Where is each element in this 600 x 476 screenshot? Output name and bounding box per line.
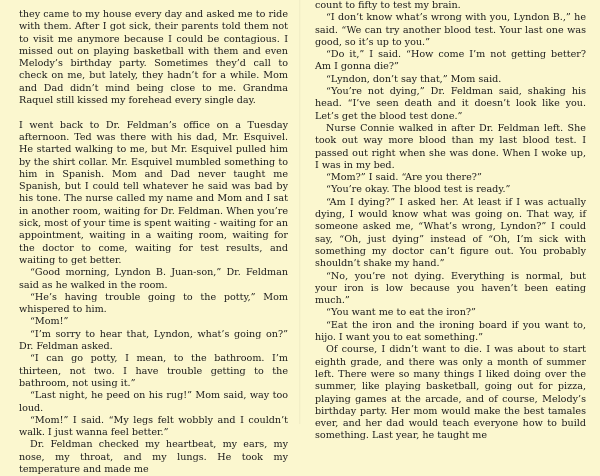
paragraph: “Eat the iron and the ironing board if you want to, hijo. I want you to eat something.”	[315, 319, 586, 344]
paragraph: “Lyndon, don’t say that,” Mom said.	[326, 73, 502, 85]
right-page	[300, 0, 600, 442]
paragraph: “Mom!” I said. “My legs felt wobbly and I couldn’t walk. I just wanna feel better.”	[19, 414, 288, 439]
paragraph: “He’s having trouble going to the potty,” Mom whispered to him.	[19, 291, 288, 316]
left-page	[0, 0, 300, 475]
paragraph: “No, you’re not dying. Everything is normal, but your iron is low because you haven’t been eating much.”	[315, 270, 586, 307]
paragraph: Dr. Feldman checked my heartbeat, my ears, my nose, my throat, and my lungs. He took my temperature and made me	[19, 439, 288, 475]
paragraph: Nurse Connie walked in after Dr. Feldman left. She took out way more blood than my last blood test. I passed out right when she was done. When I woke up, I was in my bed.	[315, 122, 586, 171]
paragraph: I went back to Dr. Feldman’s office on a Tuesday afternoon. Ted was there with his dad, Mr. Esquivel. He started walking to me, but Mr. Esquivel pulled him by the shirt collar. Mr. Esquivel mumbled something to him in Spanish. Mom and Dad never taught me Spanish, but I could tell whatever he said was bad by his tone. The nurse called my name and Mom and I sat in another room, waiting for Dr. Feldman. When you’re sick, most of your time is spent waiting - waiting for an appointment, waiting in a waiting room, waiting for the doctor to come, waiting for test results, and waiting to get better.	[19, 119, 288, 266]
paragraph: “I can go potty, I mean, to the bathroom. I’m thirteen, not two. I have trouble getting to the bathroom, not using it.”	[19, 353, 288, 389]
paragraph: “I don’t know what’s wrong with you, Lyndon B.,” he said. “We can try another blood test. Your last one was good, so it’s up to you.”	[315, 12, 586, 48]
paragraph: count to fifty to test my brain.	[315, 0, 461, 11]
paragraph: “You want me to eat the iron?”	[326, 307, 476, 319]
paragraph: “You’re okay. The blood test is ready.”	[326, 184, 511, 196]
paragraph: Of course, I didn’t want to die. I was about to start eighth grade, and there was only a month of summer left. There were so many things I liked doing over the summer, like playing basketball, going out for pizza, playing games at the arcade, and of course, Melody’s birthday party. Her mom would make the best tamales ever, and her dad would teach everyone how to build something. Last year, he taught me	[315, 344, 586, 442]
paragraph: they came to my house every day and asked me to ride with them. After I got sick, their parents told them not to visit me anymore because I could be contagious. I missed out on playing basketball with them and even Melody’s birthday party. Sometimes they’d call to check on me, but lately, they hadn’t for a while. Mom and Dad didn’t mind being close to me. Grandma Raquel still kissed my forehead every single day.	[19, 9, 288, 107]
paragraph: “Last night, he peed on his rug!” Mom said, way too loud.	[19, 390, 288, 414]
paragraph: “You’re not dying,” Dr. Feldman said, shaking his head. “I’ve seen death and it doesn’t look like you. Let’s get the blood test done.”	[315, 86, 586, 122]
paragraph: “I’m sorry to hear that, Lyndon, what’s going on?” Dr. Feldman asked.	[19, 328, 288, 353]
paragraph: “Mom?” I said. “Are you there?”	[326, 172, 482, 184]
paragraph: “Am I dying?” I asked her. At least if I was actually dying, I would know what was going on. That way, if someone asked me, “What’s wrong, Lyndon?” I could say, “Oh, just dying” instead of “Oh, I’m sick with something my doctor can’t figure out. You probably shouldn’t shake my hand.”	[315, 196, 586, 270]
paragraph: “Do it,” I said. “How come I’m not getting better? Am I gonna die?”	[315, 49, 586, 73]
paragraph: “Mom!”	[30, 316, 69, 328]
paragraph: “Good morning, Lyndon B. Juan-son,” Dr. Feldman said as he walked in the room.	[19, 267, 288, 291]
